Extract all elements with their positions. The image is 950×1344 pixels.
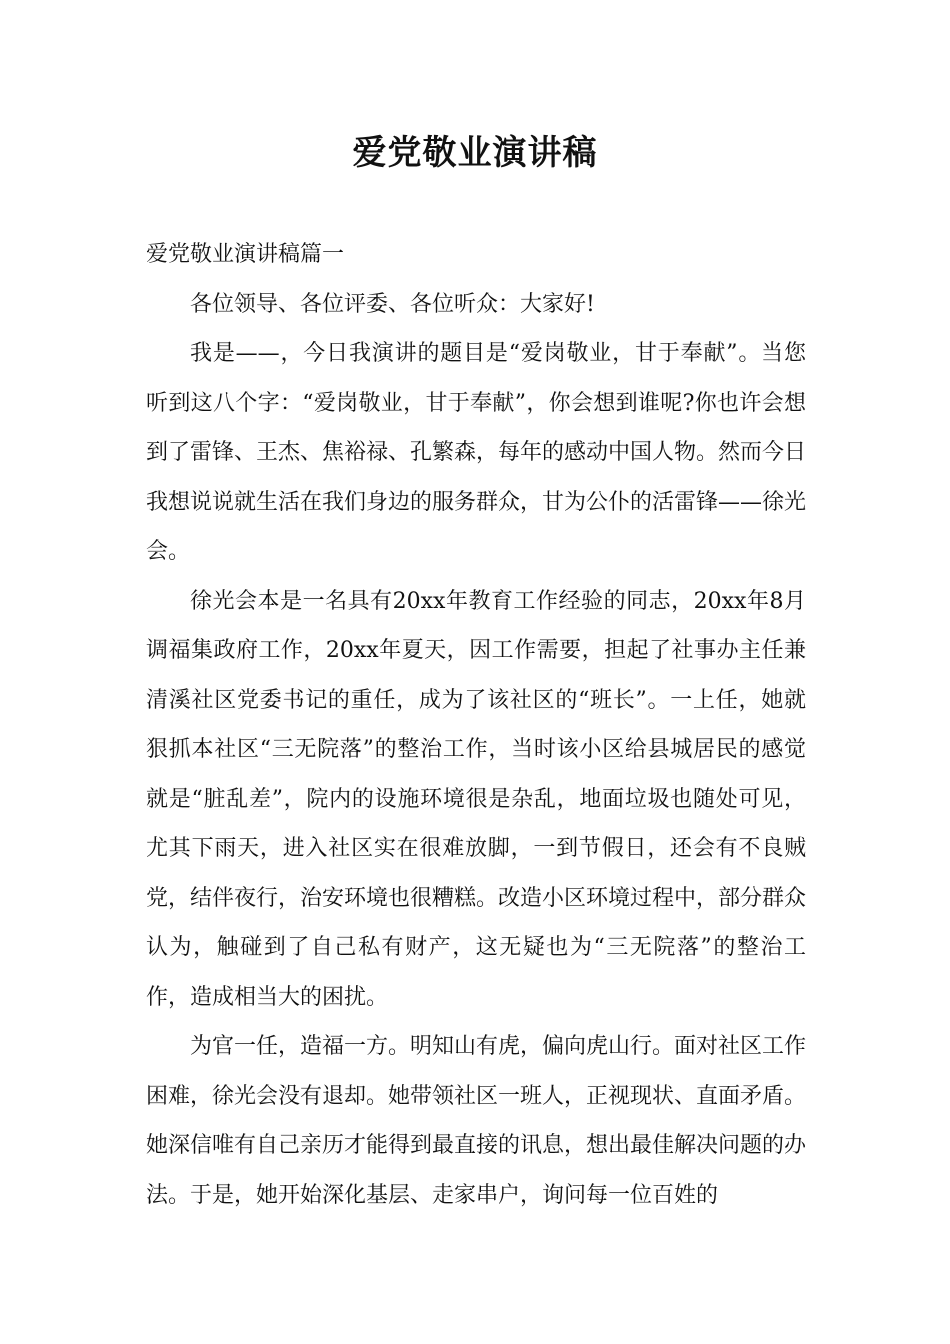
paragraph-background: 徐光会本是一名具有20xx年教育工作经验的同志，20xx年8月调福集政府工作，20xx年夏天，因工作需要，担起了社事办主任兼清溪社区党委书记的重任，成为了该社区的“班长”。一上任，她就狠抓本社区“三无院落”的整治工作，当时该小区给县城居民的感觉就是“脏乱差”，院内的设施环境很是杂乱，地面垃圾也随处可见，尤其下雨天，进入社区实在很难放脚，一到节假日，还会有不良贼党，结伴夜行，治安环境也很糟糕。改造小区环境过程中，部分群众认为，触碰到了自己私有财产，这无疑也为“三无院落”的整治工作，造成相当大的困扰。 bbox=[146, 588, 807, 1010]
paragraph-action: 为官一任，造福一方。明知山有虎，偏向虎山行。面对社区工作困难，徐光会没有退却。她带领社区一班人，正视现状、直面矛盾。她深信唯有自己亲历才能得到最直接的讯息，想出最佳解决问题的办法。于是，她开始深化基层、走家串户，询问每一位百姓的 bbox=[146, 1034, 807, 1208]
document-body bbox=[146, 230, 806, 1220]
paragraph-intro: 我是——，今日我演讲的题目是“爱岗敬业，甘于奉献”。当您听到这八个字：“爱岗敬业，甘于奉献”，你会想到谁呢?你也许会想到了雷锋、王杰、焦裕禄、孔繁森，每年的感动中国人物。然而今日我想说说就生活在我们身边的服务群众，甘为公仆的活雷锋——徐光会。 bbox=[146, 341, 807, 564]
document-title: 爱党敬业演讲稿 bbox=[352, 133, 598, 173]
section-heading: 爱党敬业演讲稿篇一 bbox=[146, 242, 345, 267]
paragraph-greeting: 各位领导、各位评委、各位听众：大家好! bbox=[190, 291, 595, 317]
